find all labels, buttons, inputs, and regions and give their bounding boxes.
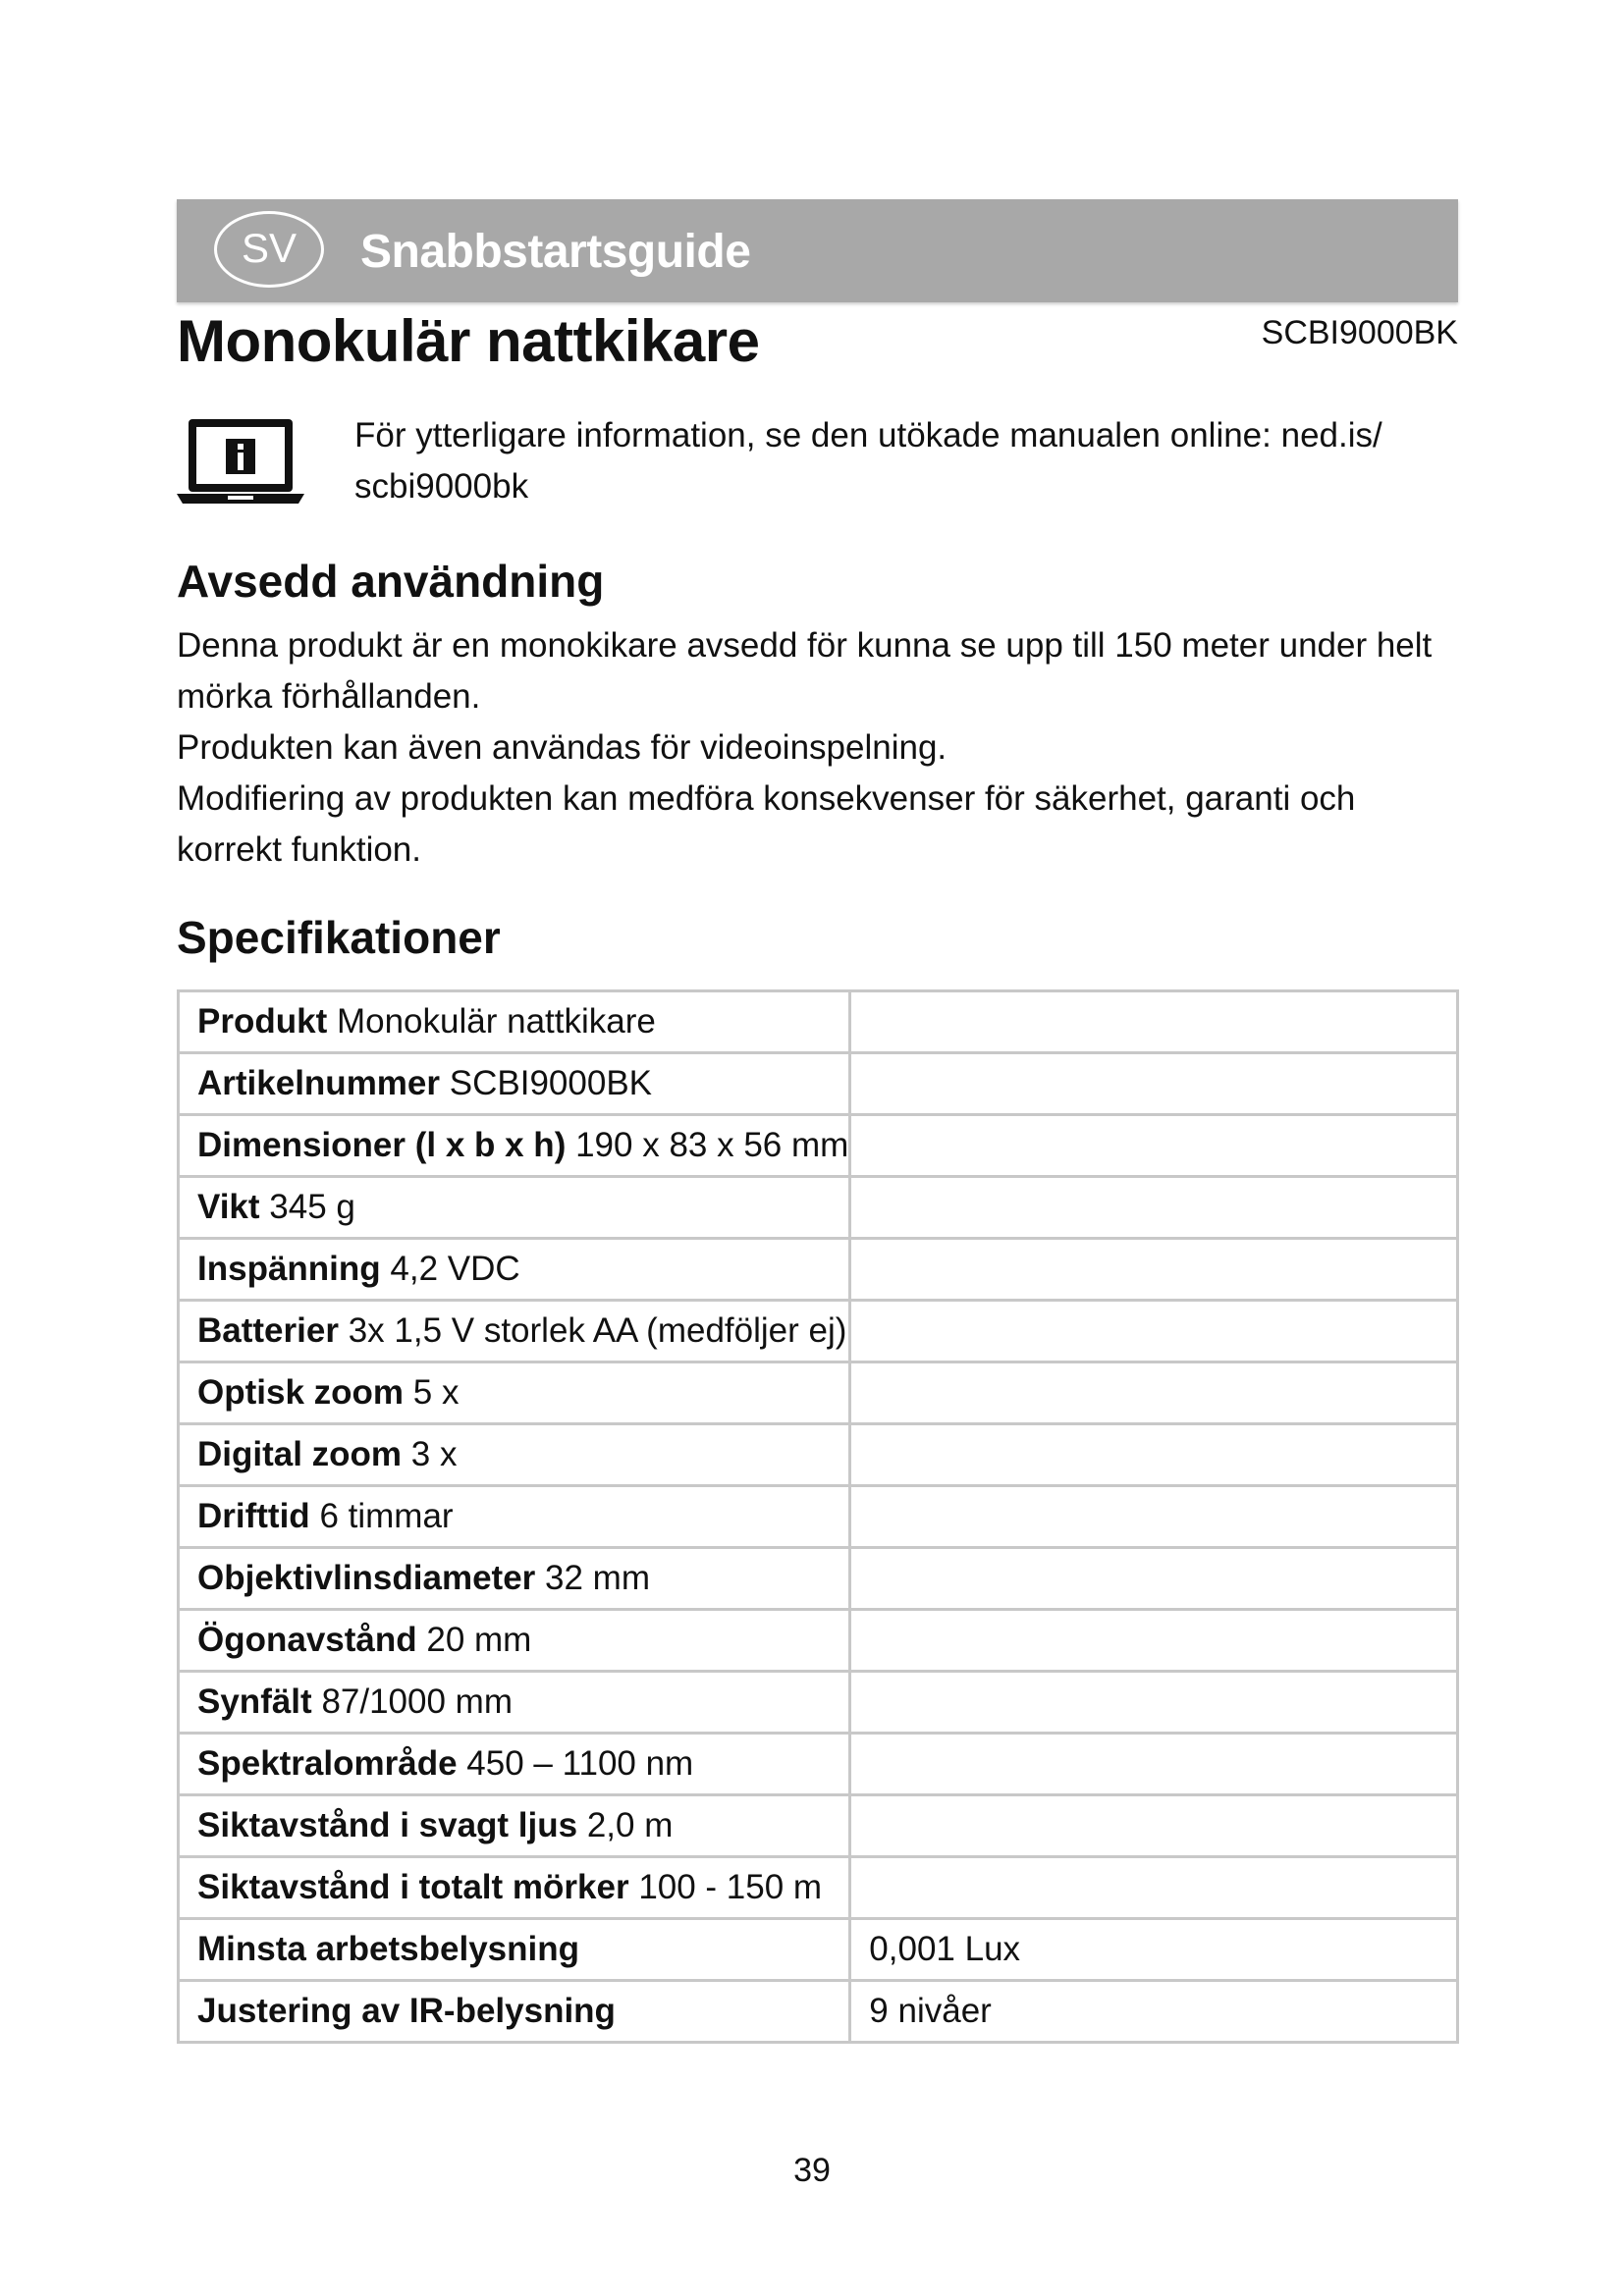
table-row xyxy=(179,1177,1458,1239)
page-number: 39 xyxy=(793,2152,831,2189)
table-row xyxy=(179,1053,1458,1115)
table-row xyxy=(179,1610,1458,1672)
spec-cell xyxy=(179,1115,850,1177)
spec-value: 5 x xyxy=(412,1373,460,1412)
spec-label: Artikelnummer xyxy=(197,1064,441,1102)
spec-value: 190 x 83 x 56 mm xyxy=(575,1126,849,1164)
guide-title: Snabbstartsguide xyxy=(360,226,751,278)
spec-label: Ögonavstånd xyxy=(197,1621,417,1659)
header-banner xyxy=(177,199,1458,302)
spec-cell-2 xyxy=(850,1424,1458,1486)
table-row xyxy=(179,1857,1458,1919)
spec-cell xyxy=(179,1486,850,1548)
spec-label: Dimensioner (l x b x h) xyxy=(197,1126,567,1164)
spec-cell-2 xyxy=(850,1548,1458,1610)
paragraph-line: Denna produkt är en monokikare avsedd för kunna se upp till 150 meter under helt mörka förhållanden. xyxy=(177,626,1433,716)
spec-cell xyxy=(179,1239,850,1301)
spec-value: 345 g xyxy=(269,1188,355,1226)
spec-cell-2: 9 nivåer xyxy=(850,1981,1458,2043)
spec-label: Produkt xyxy=(197,1002,328,1041)
table-row xyxy=(179,1919,1458,1981)
intended-use-heading: Avsedd användning xyxy=(177,556,605,607)
table-row xyxy=(179,1424,1458,1486)
spec-cell xyxy=(179,1177,850,1239)
table-row xyxy=(179,1795,1458,1857)
table-row xyxy=(179,1115,1458,1177)
spec-cell xyxy=(179,1053,850,1115)
spec-label: Minsta arbetsbelysning xyxy=(197,1930,579,1968)
paragraph-line: Produkten kan även användas för videoinspelning. xyxy=(177,728,947,767)
spec-cell xyxy=(179,1919,850,1981)
spec-label: Synfält xyxy=(197,1682,312,1721)
spec-cell xyxy=(179,1301,850,1362)
spec-cell-2 xyxy=(850,1795,1458,1857)
spec-cell-2 xyxy=(850,1734,1458,1795)
spec-cell-2 xyxy=(850,1301,1458,1362)
spec-value: SCBI9000BK xyxy=(449,1064,653,1102)
spec-cell-2 xyxy=(850,1857,1458,1919)
spec-value: 3x 1,5 V storlek AA (medföljer ej) xyxy=(348,1311,847,1350)
spec-cell xyxy=(179,1672,850,1734)
spec-value: 100 - 150 m xyxy=(638,1868,823,1906)
spec-cell xyxy=(179,1548,850,1610)
spec-cell xyxy=(179,1795,850,1857)
intended-use-text xyxy=(177,620,1458,876)
spec-value: 4,2 VDC xyxy=(390,1250,520,1288)
laptop-info-icon xyxy=(177,417,304,506)
table-row xyxy=(179,1672,1458,1734)
spec-label: Vikt xyxy=(197,1188,260,1226)
spec-cell-2 xyxy=(850,991,1458,1053)
spec-label: Drifttid xyxy=(197,1497,310,1535)
spec-value: 32 mm xyxy=(545,1559,650,1597)
spec-cell xyxy=(179,1424,850,1486)
spec-cell xyxy=(179,1981,850,2043)
spec-label: Batterier xyxy=(197,1311,339,1350)
table-row xyxy=(179,1734,1458,1795)
table-row xyxy=(179,1548,1458,1610)
spec-value: 87/1000 mm xyxy=(321,1682,513,1721)
spec-cell xyxy=(179,1362,850,1424)
spec-cell-2 xyxy=(850,1610,1458,1672)
spec-cell-2 xyxy=(850,1362,1458,1424)
spec-cell-2 xyxy=(850,1486,1458,1548)
spec-value: 6 timmar xyxy=(319,1497,454,1535)
spec-cell xyxy=(179,1857,850,1919)
spec-label: Siktavstånd i svagt ljus xyxy=(197,1806,578,1844)
page-title: Monokulär nattkikare xyxy=(177,308,760,374)
spec-label: Digital zoom xyxy=(197,1435,403,1473)
model-number: SCBI9000BK xyxy=(1261,314,1458,351)
spec-cell xyxy=(179,1610,850,1672)
table-row xyxy=(179,991,1458,1053)
language-badge: SV xyxy=(214,211,324,288)
table-row xyxy=(179,1981,1458,2043)
spec-value: 20 mm xyxy=(426,1621,532,1659)
table-row xyxy=(179,1362,1458,1424)
spec-cell-2 xyxy=(850,1115,1458,1177)
spec-value: 3 x xyxy=(410,1435,458,1473)
table-row xyxy=(179,1486,1458,1548)
specs-heading: Specifikationer xyxy=(177,912,501,963)
spec-label: Spektralområde xyxy=(197,1744,458,1783)
spec-label: Justering av IR-belysning xyxy=(197,1992,616,2030)
spec-cell-2: 0,001 Lux xyxy=(850,1919,1458,1981)
spec-label: Siktavstånd i totalt mörker xyxy=(197,1868,629,1906)
spec-cell-2 xyxy=(850,1053,1458,1115)
spec-cell xyxy=(179,991,850,1053)
table-row xyxy=(179,1239,1458,1301)
spec-cell-2 xyxy=(850,1672,1458,1734)
table-row xyxy=(179,1301,1458,1362)
spec-label: Inspänning xyxy=(197,1250,381,1288)
spec-label: Objektivlinsdiameter xyxy=(197,1559,536,1597)
paragraph-line: Modifiering av produkten kan medföra konsekvenser för säkerhet, garanti och korrekt funktion. xyxy=(177,779,1356,869)
spec-value: 2,0 m xyxy=(586,1806,674,1844)
spec-cell xyxy=(179,1734,850,1795)
spec-cell-2 xyxy=(850,1239,1458,1301)
spec-cell-2 xyxy=(850,1177,1458,1239)
spec-value: Monokulär nattkikare xyxy=(336,1002,656,1041)
info-text: För ytterligare information, se den utökade manualen online: ned.is/ scbi9000bk xyxy=(354,416,1382,506)
spec-label: Optisk zoom xyxy=(197,1373,405,1412)
spec-value: 450 – 1100 nm xyxy=(466,1744,694,1783)
specs-table xyxy=(177,989,1459,2044)
